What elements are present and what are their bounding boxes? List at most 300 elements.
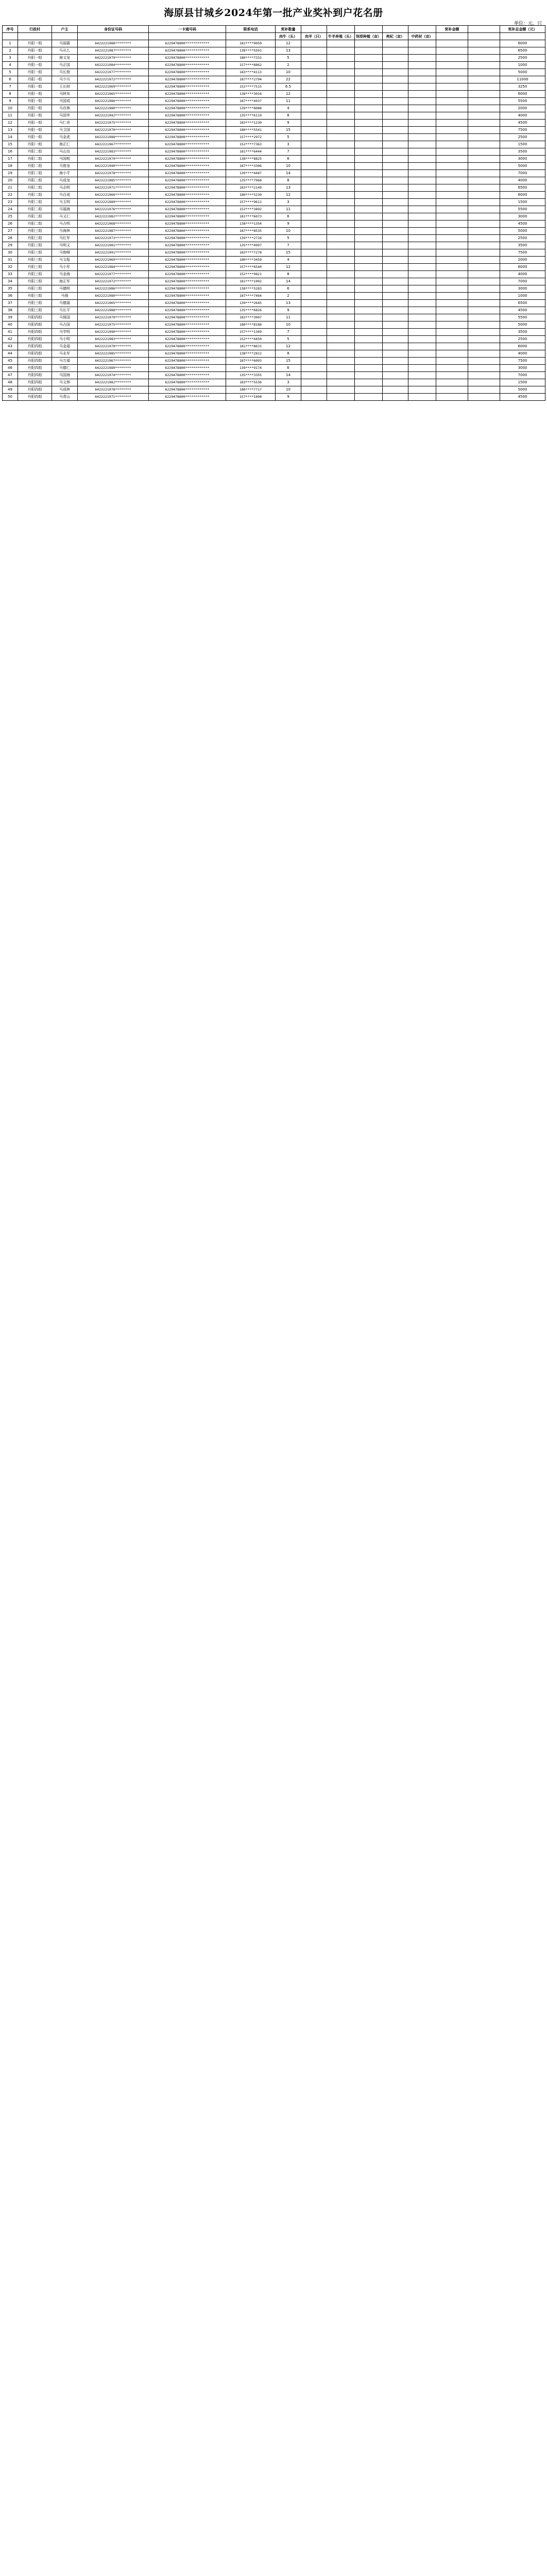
- table-cell: [436, 213, 468, 221]
- table-cell: 马志明: [52, 184, 78, 192]
- table-cell: [408, 343, 436, 350]
- table-cell: [355, 40, 383, 47]
- table-row: [3, 278, 545, 285]
- table-cell: [355, 177, 383, 184]
- table-cell: [355, 386, 383, 394]
- table-cell: [408, 206, 436, 213]
- table-cell: 丹阳一组: [18, 134, 52, 141]
- table-cell: 丹阳一组: [18, 69, 52, 76]
- table-cell: [436, 163, 468, 170]
- table-cell: [327, 336, 355, 343]
- table-cell: [468, 62, 500, 69]
- table-cell: [468, 307, 500, 314]
- table-cell: 丹阳四组: [18, 350, 52, 358]
- table-cell: 丹阳二组: [18, 177, 52, 184]
- table-cell: 6422221976********: [78, 206, 149, 213]
- table-cell: [355, 127, 383, 134]
- table-cell: 17: [3, 156, 18, 163]
- table-cell: 7500: [500, 358, 545, 365]
- table-cell: [301, 40, 327, 47]
- table-cell: [355, 257, 383, 264]
- table-cell: 10: [276, 228, 301, 235]
- table-cell: [327, 394, 355, 401]
- subheader-cell: [18, 33, 52, 40]
- table-cell: 180****3459: [226, 257, 276, 264]
- table-cell: [327, 278, 355, 285]
- table-cell: 31: [3, 257, 18, 264]
- table-cell: [468, 285, 500, 293]
- table-cell: 丹阳一组: [18, 112, 52, 120]
- header-cell: 奖补金额: [436, 26, 468, 33]
- table-cell: 3: [276, 379, 301, 386]
- table-cell: [301, 112, 327, 120]
- table-cell: [383, 278, 408, 285]
- table-cell: 6229478800************: [149, 120, 226, 127]
- table-cell: 丹阳二组: [18, 184, 52, 192]
- table-cell: 11: [276, 98, 301, 105]
- table-row: [3, 206, 545, 213]
- table-cell: [383, 386, 408, 394]
- table-cell: [383, 163, 408, 170]
- table-cell: [383, 170, 408, 177]
- table-cell: [355, 156, 383, 163]
- table-cell: [301, 206, 327, 213]
- table-cell: 6000: [500, 91, 545, 98]
- header-cell: [468, 26, 500, 33]
- table-cell: [301, 120, 327, 127]
- table-cell: [355, 199, 383, 206]
- table-cell: 3000: [500, 285, 545, 293]
- table-cell: 6422221989********: [78, 199, 149, 206]
- table-cell: 11: [3, 112, 18, 120]
- table-cell: 6422221978********: [78, 170, 149, 177]
- table-cell: 6422221980********: [78, 105, 149, 112]
- table-cell: 6229478800************: [149, 379, 226, 386]
- table-row: [3, 112, 545, 120]
- table-cell: [383, 350, 408, 358]
- table-row: [3, 47, 545, 55]
- table-cell: [327, 47, 355, 55]
- table-cell: [301, 156, 327, 163]
- table-cell: 11000: [500, 76, 545, 83]
- table-cell: 6: [276, 285, 301, 293]
- table-cell: 6500: [500, 47, 545, 55]
- table-cell: [408, 278, 436, 285]
- table-cell: [383, 257, 408, 264]
- table-cell: 138****5501: [226, 47, 276, 55]
- header-cell: 户主: [52, 26, 78, 33]
- table-cell: 5: [276, 55, 301, 62]
- table-cell: 6229478800************: [149, 228, 226, 235]
- table-cell: 6000: [500, 264, 545, 271]
- table-cell: 丹阳二组: [18, 206, 52, 213]
- table-cell: 28: [3, 235, 18, 242]
- table-cell: [468, 206, 500, 213]
- table-row: [3, 365, 545, 372]
- table-row: [3, 394, 545, 401]
- table-cell: [355, 379, 383, 386]
- table-row: [3, 156, 545, 163]
- table-cell: 1: [3, 40, 18, 47]
- table-cell: [408, 242, 436, 249]
- table-cell: [436, 343, 468, 350]
- table-cell: 6000: [500, 192, 545, 199]
- header-cell: 行政村: [18, 26, 52, 33]
- table-row: [3, 358, 545, 365]
- subheader-cell: [500, 33, 545, 40]
- table-cell: [408, 285, 436, 293]
- table-cell: [408, 127, 436, 134]
- table-cell: [301, 170, 327, 177]
- table-cell: [408, 235, 436, 242]
- table-cell: 丹阳一组: [18, 55, 52, 62]
- table-cell: [436, 372, 468, 379]
- table-cell: 丹阳二组: [18, 221, 52, 228]
- table-cell: [436, 55, 468, 62]
- table-row: [3, 69, 545, 76]
- table-row: [3, 386, 545, 394]
- table-cell: [327, 76, 355, 83]
- table-cell: [468, 105, 500, 112]
- table-cell: 7000: [500, 278, 545, 285]
- table-cell: [408, 350, 436, 358]
- table-cell: [468, 336, 500, 343]
- header-cell: [327, 26, 355, 33]
- table-cell: 180****7331: [226, 55, 276, 62]
- table-cell: 5: [276, 134, 301, 141]
- table-cell: [468, 343, 500, 350]
- table-cell: [383, 91, 408, 98]
- table-row: [3, 163, 545, 170]
- table-cell: 马卫国: [52, 127, 78, 134]
- table-cell: [383, 199, 408, 206]
- table-cell: 6422221977********: [78, 271, 149, 278]
- table-cell: 43: [3, 343, 18, 350]
- table-cell: 3000: [500, 213, 545, 221]
- table-cell: 丹阳三组: [18, 300, 52, 307]
- table-cell: 27: [3, 228, 18, 235]
- table-cell: 139****4487: [226, 170, 276, 177]
- table-cell: [327, 134, 355, 141]
- table-cell: 139****9174: [226, 365, 276, 372]
- table-cell: 马小明: [52, 336, 78, 343]
- table-cell: [468, 228, 500, 235]
- subsidy-roster-table: [2, 25, 545, 401]
- table-cell: [327, 314, 355, 321]
- table-cell: [301, 336, 327, 343]
- table-cell: 马文林: [52, 379, 78, 386]
- table-cell: 6229478800************: [149, 350, 226, 358]
- table-cell: 6229478800************: [149, 386, 226, 394]
- table-cell: 马小军: [52, 264, 78, 271]
- table-cell: 6229478800************: [149, 148, 226, 156]
- table-cell: 181****6444: [226, 148, 276, 156]
- table-cell: [436, 40, 468, 47]
- table-cell: 马少川: [52, 76, 78, 83]
- table-cell: 6500: [500, 184, 545, 192]
- table-cell: [408, 358, 436, 365]
- table-cell: 180****8188: [226, 321, 276, 329]
- table-cell: [301, 163, 327, 170]
- table-cell: 4500: [500, 307, 545, 314]
- subheader-cell: 肉羊（只）: [301, 33, 327, 40]
- table-cell: [355, 278, 383, 285]
- table-cell: 6.5: [276, 83, 301, 91]
- table-cell: 6422221975********: [78, 120, 149, 127]
- table-cell: 41: [3, 329, 18, 336]
- table-cell: [436, 206, 468, 213]
- table-cell: [408, 221, 436, 228]
- table-cell: 3000: [500, 156, 545, 163]
- table-row: [3, 40, 545, 47]
- table-cell: [408, 177, 436, 184]
- table-cell: 10: [276, 386, 301, 394]
- table-cell: 9: [276, 120, 301, 127]
- table-cell: [436, 69, 468, 76]
- table-cell: [408, 329, 436, 336]
- table-cell: [468, 91, 500, 98]
- table-cell: [408, 228, 436, 235]
- table-cell: 6229478800************: [149, 184, 226, 192]
- table-cell: 2500: [500, 55, 545, 62]
- table-cell: [468, 192, 500, 199]
- table-row: [3, 285, 545, 293]
- table-cell: 9: [276, 394, 301, 401]
- table-cell: 25: [3, 213, 18, 221]
- table-cell: [301, 184, 327, 192]
- table-cell: 6422221987********: [78, 47, 149, 55]
- table-cell: [327, 386, 355, 394]
- table-cell: 6422221975********: [78, 321, 149, 329]
- table-cell: 50: [3, 394, 18, 401]
- table-cell: [301, 372, 327, 379]
- table-cell: 32: [3, 264, 18, 271]
- table-cell: 3500: [500, 329, 545, 336]
- table-cell: [436, 235, 468, 242]
- table-cell: 6: [276, 365, 301, 372]
- table-cell: 13: [276, 184, 301, 192]
- table-cell: [355, 170, 383, 177]
- table-cell: 6: [276, 156, 301, 163]
- table-cell: 138****5283: [226, 285, 276, 293]
- table-cell: 6229478800************: [149, 300, 226, 307]
- table-row: [3, 314, 545, 321]
- table-cell: [408, 55, 436, 62]
- table-cell: [408, 293, 436, 300]
- table-cell: 海正军: [52, 278, 78, 285]
- table-cell: 2: [3, 47, 18, 55]
- table-cell: [383, 177, 408, 184]
- table-cell: 157****1369: [226, 329, 276, 336]
- table-cell: [408, 148, 436, 156]
- table-cell: 157****8862: [226, 62, 276, 69]
- table-cell: 138****8825: [226, 156, 276, 163]
- table-cell: 22: [3, 192, 18, 199]
- table-cell: [301, 76, 327, 83]
- table-cell: [301, 192, 327, 199]
- table-cell: 12: [276, 192, 301, 199]
- subheader-cell: 饲草种植（亩）: [355, 33, 383, 40]
- table-cell: [301, 379, 327, 386]
- table-cell: [327, 365, 355, 372]
- table-cell: 181****1002: [226, 278, 276, 285]
- table-cell: [301, 91, 327, 98]
- table-cell: 丹阳四组: [18, 394, 52, 401]
- table-cell: [327, 177, 355, 184]
- document-title: 海原县甘城乡2024年第一批产业奖补到户花名册: [164, 7, 383, 19]
- table-cell: 丹阳四组: [18, 343, 52, 350]
- table-cell: 7500: [500, 249, 545, 257]
- table-cell: 13: [276, 47, 301, 55]
- table-cell: 马永军: [52, 350, 78, 358]
- table-cell: 4000: [500, 112, 545, 120]
- table-cell: [301, 264, 327, 271]
- table-cell: 6422221970********: [78, 127, 149, 134]
- table-cell: 丹阳四组: [18, 329, 52, 336]
- table-cell: 海小平: [52, 170, 78, 177]
- table-cell: 4500: [500, 120, 545, 127]
- table-cell: 4: [276, 257, 301, 264]
- table-cell: 5000: [500, 228, 545, 235]
- table-cell: 马国海: [52, 372, 78, 379]
- table-cell: 6: [276, 213, 301, 221]
- table-cell: 6422221989********: [78, 365, 149, 372]
- table-cell: [468, 47, 500, 55]
- table-cell: 181****6073: [226, 213, 276, 221]
- table-row: [3, 76, 545, 83]
- header-cell: 序号: [3, 26, 18, 33]
- table-cell: 36: [3, 293, 18, 300]
- table-cell: [355, 76, 383, 83]
- table-cell: 马长平: [52, 307, 78, 314]
- table-cell: [327, 350, 355, 358]
- table-cell: [355, 293, 383, 300]
- table-cell: 3: [3, 55, 18, 62]
- table-cell: 5: [3, 69, 18, 76]
- table-cell: [468, 257, 500, 264]
- table-row: [3, 264, 545, 271]
- header-cell: 一卡通号码: [149, 26, 226, 33]
- table-cell: 6000: [500, 343, 545, 350]
- table-cell: 7500: [500, 127, 545, 134]
- table-cell: 2000: [500, 257, 545, 264]
- table-cell: [327, 141, 355, 148]
- table-cell: 35: [3, 285, 18, 293]
- table-cell: [436, 321, 468, 329]
- table-cell: 8: [276, 271, 301, 278]
- table-cell: [408, 112, 436, 120]
- table-cell: [468, 372, 500, 379]
- table-cell: [301, 394, 327, 401]
- table-cell: [383, 120, 408, 127]
- table-cell: [468, 264, 500, 271]
- table-cell: 183****5536: [226, 379, 276, 386]
- table-cell: 157****1898: [226, 394, 276, 401]
- table-cell: 6422221980********: [78, 293, 149, 300]
- table-cell: 马存林: [52, 105, 78, 112]
- table-cell: [436, 120, 468, 127]
- table-cell: 马文彪: [52, 257, 78, 264]
- table-cell: [301, 242, 327, 249]
- table-cell: [383, 206, 408, 213]
- table-cell: [408, 134, 436, 141]
- table-cell: 152****7363: [226, 141, 276, 148]
- table-cell: 6229478800************: [149, 321, 226, 329]
- table-cell: [327, 163, 355, 170]
- table-cell: 6422221983********: [78, 148, 149, 156]
- table-cell: [327, 192, 355, 199]
- table-cell: 139****8088: [226, 105, 276, 112]
- table-cell: 丹阳二组: [18, 163, 52, 170]
- table-cell: 丹阳三组: [18, 228, 52, 235]
- table-cell: 2500: [500, 336, 545, 343]
- table-cell: [436, 358, 468, 365]
- table-row: [3, 300, 545, 307]
- table-cell: 6229478800************: [149, 47, 226, 55]
- table-cell: [468, 221, 500, 228]
- table-cell: [468, 127, 500, 134]
- table-cell: [436, 83, 468, 91]
- table-cell: 6229478800************: [149, 105, 226, 112]
- table-cell: [408, 300, 436, 307]
- table-cell: [327, 62, 355, 69]
- table-cell: [383, 221, 408, 228]
- table-cell: [355, 307, 383, 314]
- table-cell: 6229478800************: [149, 314, 226, 321]
- table-cell: 丹阳二组: [18, 156, 52, 163]
- table-cell: [408, 91, 436, 98]
- table-row: [3, 329, 545, 336]
- table-cell: 139****2645: [226, 300, 276, 307]
- table-cell: 丹阳一组: [18, 47, 52, 55]
- table-cell: [301, 271, 327, 278]
- table-cell: [327, 55, 355, 62]
- table-cell: [436, 141, 468, 148]
- table-cell: 12: [276, 91, 301, 98]
- table-cell: 180****5541: [226, 127, 276, 134]
- table-cell: 6422221982********: [78, 213, 149, 221]
- header-cell: 奖补数量: [276, 26, 301, 33]
- table-cell: [355, 120, 383, 127]
- table-cell: 4000: [500, 350, 545, 358]
- table-cell: 26: [3, 221, 18, 228]
- table-cell: 马德明: [52, 285, 78, 293]
- table-cell: [436, 134, 468, 141]
- table-cell: [355, 47, 383, 55]
- table-cell: 4: [3, 62, 18, 69]
- table-cell: 49: [3, 386, 18, 394]
- table-cell: 丹阳三组: [18, 293, 52, 300]
- table-cell: [301, 62, 327, 69]
- table-cell: [301, 386, 327, 394]
- table-cell: [355, 184, 383, 192]
- table-cell: 187****3306: [226, 163, 276, 170]
- table-cell: 34: [3, 278, 18, 285]
- table-cell: 6422221988********: [78, 307, 149, 314]
- table-cell: 6229478800************: [149, 221, 226, 228]
- table-header: [3, 26, 545, 40]
- table-cell: [383, 343, 408, 350]
- table-cell: 6229478800************: [149, 394, 226, 401]
- table-cell: [436, 257, 468, 264]
- table-cell: [436, 329, 468, 336]
- table-cell: [408, 379, 436, 386]
- table-cell: 6229478800************: [149, 365, 226, 372]
- table-cell: 47: [3, 372, 18, 379]
- table-cell: [436, 264, 468, 271]
- table-cell: [383, 307, 408, 314]
- table-cell: 6422221988********: [78, 134, 149, 141]
